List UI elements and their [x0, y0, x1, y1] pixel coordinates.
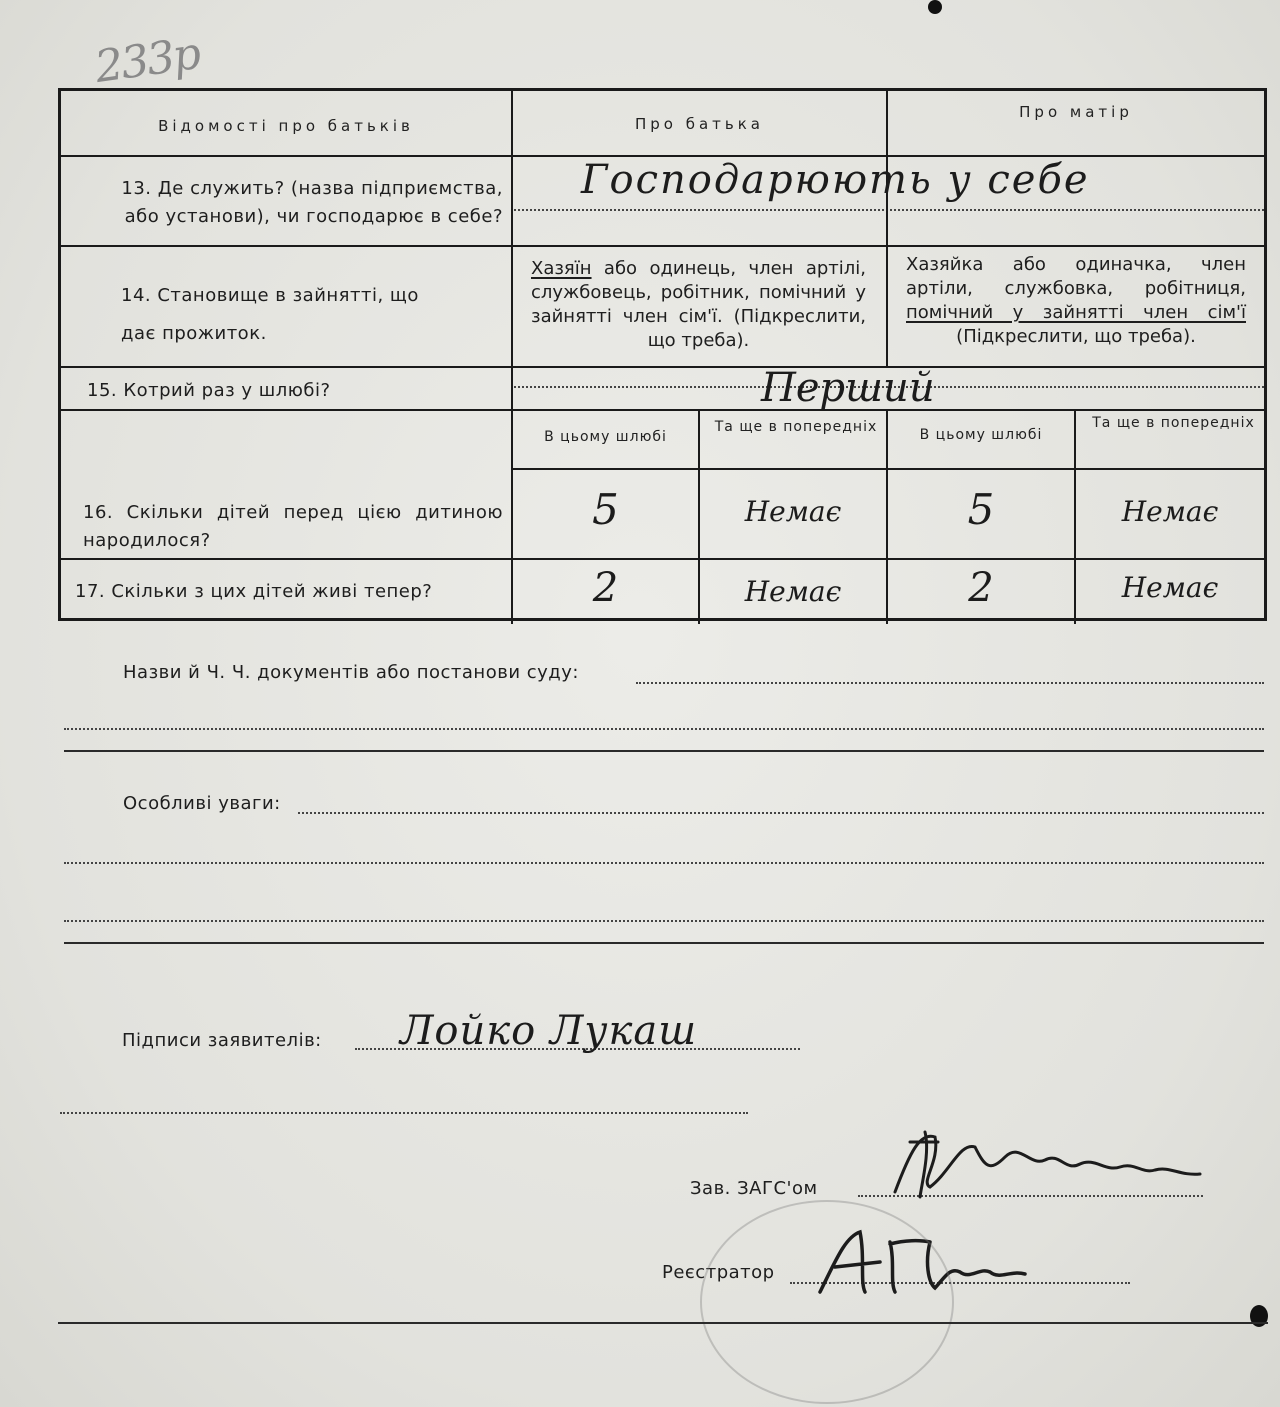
q15-label: 15. Котрий раз у шлюбі?	[87, 380, 331, 401]
archive-number-note: 233р	[91, 28, 203, 93]
q16-mother-this: 5	[967, 485, 995, 534]
subheader-mother-this: В цьому шлюбі	[919, 427, 1043, 443]
registrar-label: Реєстратор	[662, 1262, 775, 1283]
applicant-signatures: Лойко Лукаш	[400, 1008, 698, 1054]
q17-mother-previous: Немає	[1121, 571, 1219, 604]
header-father: Про батька	[634, 115, 765, 133]
header-info: Відомості про батьків	[158, 117, 414, 135]
q17-label: 17. Скільки з цих дітей живі тепер?	[75, 581, 433, 602]
subheader-mother-previous: Та ще в попередніх	[1092, 415, 1255, 431]
ink-blot	[928, 0, 942, 14]
remarks-field-line[interactable]	[64, 862, 1264, 864]
q13-label: 13. Де служить? (назва підприємства, або установи), чи господарює в себе?	[121, 178, 503, 227]
q14-father-selected: Хазяїн	[531, 258, 592, 279]
faded-stamp	[700, 1200, 954, 1404]
documents-label: Назви й Ч. Ч. документів або постанови суду:	[123, 662, 579, 683]
q16-mother-previous: Немає	[1121, 495, 1219, 528]
documents-field[interactable]	[636, 682, 1264, 684]
q16-father-previous: Немає	[744, 495, 842, 528]
remarks-field[interactable]	[298, 812, 1264, 814]
subheader-father-this: В цьому шлюбі	[544, 429, 667, 445]
remarks-field-line[interactable]	[64, 920, 1264, 922]
q15-answer: Перший	[761, 365, 935, 411]
section-divider	[64, 750, 1264, 752]
signatures-label: Підписи заявителів:	[122, 1030, 322, 1051]
bottom-divider	[58, 1322, 1268, 1324]
documents-field-line[interactable]	[64, 728, 1264, 730]
q14-mother-selected: помічний у зайнятті член сім'ї	[906, 302, 1246, 323]
q17-father-previous: Немає	[744, 575, 842, 608]
q16-father-this: 5	[592, 485, 619, 534]
section-divider	[64, 942, 1264, 944]
signatures-field-line[interactable]	[60, 1112, 748, 1114]
remarks-label: Особливі уваги:	[123, 793, 281, 814]
header-mother: Про матір	[1019, 103, 1133, 121]
q14-label: 14. Становище в зайнятті, що дає прожиток.	[121, 285, 419, 344]
q17-father-this: 2	[592, 565, 619, 611]
q14-father-options: Хазяїн або одинець, член артілі, службовець, робітник, помічний у зайнятті член сім'ї. (Підкреслити, що треба).	[531, 258, 866, 351]
q17-mother-this: 2	[968, 565, 994, 611]
q14-mother-options: Хазяйка або одиначка, член артіли, службовка, робітниця, помічний у зайнятті член сім'ї (Підкреслити, що треба).	[906, 254, 1246, 347]
q13-answer: Господарюють у себе	[581, 157, 1090, 203]
head-signature	[880, 1112, 1210, 1202]
parents-info-table	[58, 88, 1267, 621]
subheader-father-previous: Та ще в попередніх	[714, 419, 878, 435]
q16-label: 16. Скільки дітей перед цією дитиною народилося?	[83, 502, 503, 551]
head-label: Зав. ЗАГС'ом	[690, 1178, 818, 1199]
